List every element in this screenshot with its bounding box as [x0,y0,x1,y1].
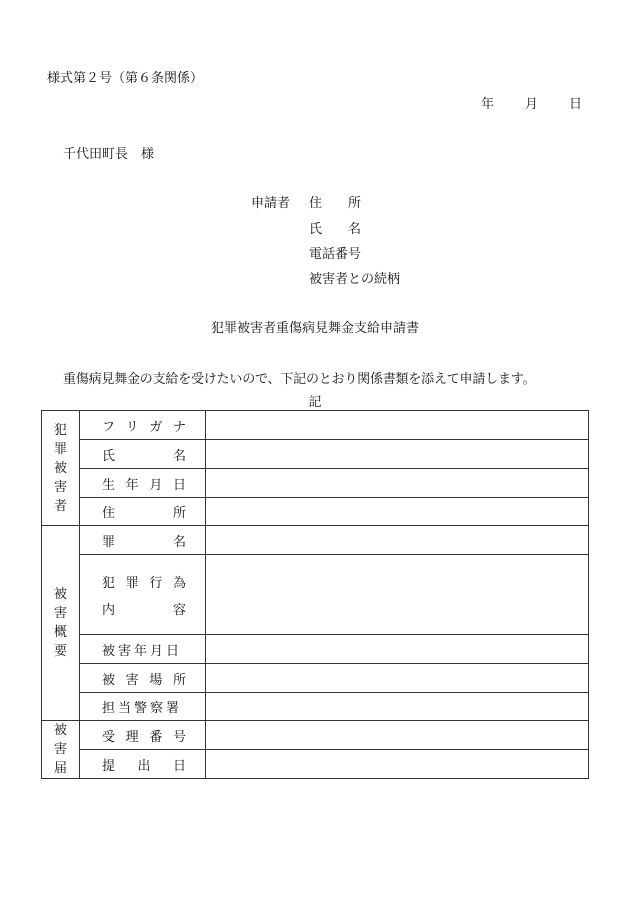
input-address[interactable] [206,498,589,526]
input-crime-name[interactable] [206,526,589,555]
label-crime-name: 罪 名 [80,526,206,555]
label-furigana: フ リ ガ ナ [80,411,206,440]
input-damage-date[interactable] [206,635,589,664]
label-receipt-number: 受 理 番 号 [80,721,206,750]
label-damage-place: 被 害 場 所 [80,664,206,693]
label-police-station: 担当警察署 [80,693,206,721]
input-submit-date[interactable] [206,750,589,779]
applicant-address-label: 住 所 [309,196,362,211]
table-row-damage-place [42,664,589,693]
date-year-label: 年 [481,97,495,112]
table-row-police-station [42,693,589,721]
addressee: 千代田町長 様 [63,147,155,162]
applicant-phone-label: 電話番号 [309,247,362,262]
input-damage-place[interactable] [206,664,589,693]
group-label-damage-summary: 被 害 概 要 [42,526,80,721]
application-table [41,410,589,779]
label-damage-date: 被害年月日 [80,635,206,664]
label-name: 氏 名 [80,440,206,469]
ki-label: 記 [308,395,322,410]
applicant-label: 申請者 [251,196,291,211]
table-row-address [42,498,589,526]
table-row-birthdate [42,469,589,498]
table-row-damage-date [42,635,589,664]
statement-text: 重傷病見舞金の支給を受けたいので、下記のとおり関係書類を添えて申請します。 [63,372,536,387]
form-number: 様式第２号（第６条関係） [47,71,204,86]
date-month-label: 月 [525,97,539,112]
applicant-name-label: 氏 名 [309,222,362,237]
table-row-crime-name [42,526,589,555]
table-row-submit-date [42,750,589,779]
input-police-station[interactable] [206,693,589,721]
label-address: 住 所 [80,498,206,526]
input-furigana[interactable] [206,411,589,440]
group-label-victim: 犯 罪 被 害 者 [42,411,80,526]
input-receipt-number[interactable] [206,721,589,750]
document-title: 犯罪被害者重傷病見舞金支給申請書 [210,321,419,336]
table-row-name [42,440,589,469]
input-birthdate[interactable] [206,469,589,498]
table-row-crime-details [42,555,589,635]
applicant-relation-label: 被害者との続柄 [309,272,401,287]
table-row-receipt-number [42,721,589,750]
label-birthdate: 生 年 月 日 [80,469,206,498]
date-day-label: 日 [569,97,583,112]
table-row-furigana [42,411,589,440]
input-name[interactable] [206,440,589,469]
group-label-damage-report: 被 害 届 [42,721,80,779]
input-crime-details[interactable] [206,555,589,635]
label-crime-details: 犯 罪 行 為 内 容 [80,555,206,635]
label-submit-date: 提 出 日 [80,750,206,779]
